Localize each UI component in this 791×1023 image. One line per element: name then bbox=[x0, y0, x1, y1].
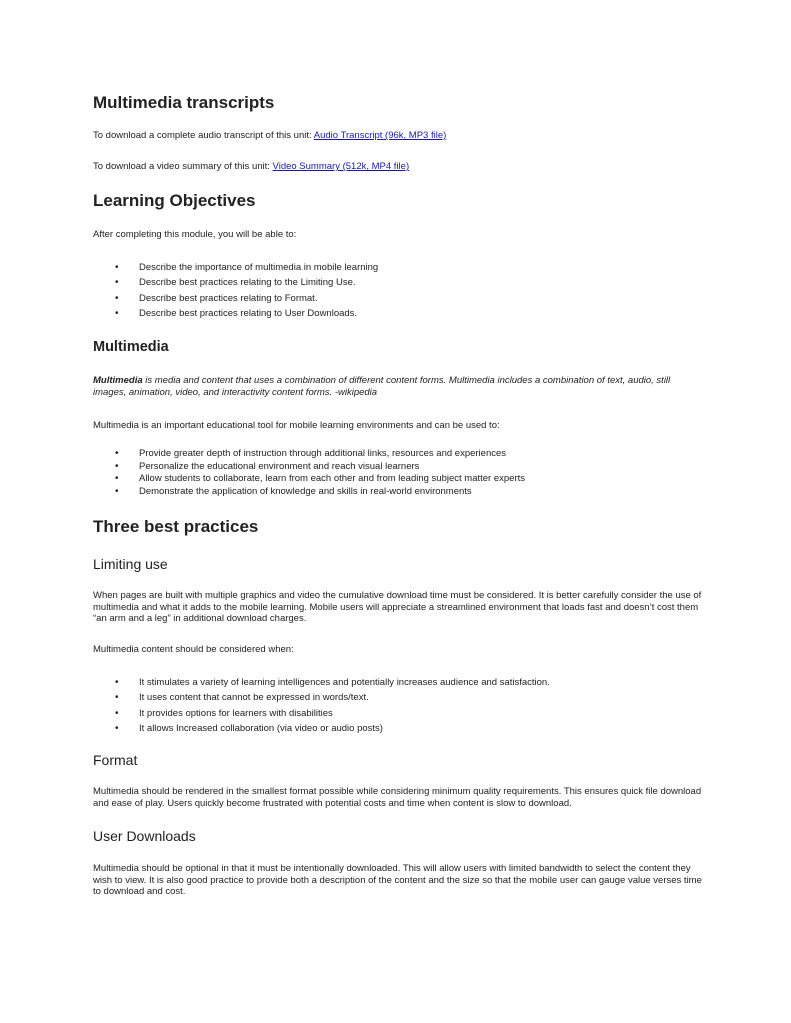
bullet-icon: • bbox=[115, 722, 119, 734]
multimedia-definition bbox=[93, 375, 703, 398]
bullet-icon: • bbox=[115, 262, 119, 273]
audio-transcript-line bbox=[93, 130, 703, 142]
list-item: • Personalize the educational environment and reach visual learners bbox=[115, 460, 420, 472]
list-item: • It provides options for learners with disabilities bbox=[93, 706, 703, 721]
bullet-icon: • bbox=[115, 707, 119, 719]
audio-transcript-prefix: To download a complete audio transcript of this unit: bbox=[93, 130, 314, 141]
video-summary-link[interactable]: Video Summary (512k, MP4 file) bbox=[272, 161, 410, 172]
audio-transcript-link[interactable]: Audio Transcript (96k, MP3 file) bbox=[313, 130, 447, 141]
bullet-icon: • bbox=[115, 307, 119, 319]
limiting-use-intro: Multimedia content should be considered when: bbox=[93, 644, 294, 655]
list-item: • It allows Increased collaboration (via video or audio posts) bbox=[93, 721, 703, 736]
list-item: • Describe best practices relating to User Downloads. bbox=[93, 306, 703, 321]
heading-format: Format bbox=[93, 752, 138, 768]
multimedia-uses-list bbox=[93, 448, 703, 499]
bullet-icon: • bbox=[115, 486, 119, 498]
heading-limiting-use: Limiting use bbox=[93, 556, 168, 572]
list-item: • Describe best practices relating to Format. bbox=[93, 291, 703, 306]
heading-three-best-practices: Three best practices bbox=[93, 517, 259, 536]
list-item: • Allow students to collaborate, learn from each other and from leading subject matter experts bbox=[115, 473, 526, 485]
list-item: • Describe best practices relating to the Limiting Use. bbox=[93, 275, 703, 290]
heading-user-downloads: User Downloads bbox=[93, 828, 196, 844]
heading-learning-objectives: Learning Objectives bbox=[93, 191, 256, 210]
bullet-icon: • bbox=[115, 448, 119, 459]
video-summary-line bbox=[93, 161, 703, 173]
bullet-icon: • bbox=[115, 292, 119, 304]
heading-multimedia-transcripts: Multimedia transcripts bbox=[93, 93, 275, 112]
bullet-icon: • bbox=[115, 277, 119, 289]
limiting-use-list bbox=[93, 675, 703, 736]
objectives-list bbox=[93, 260, 703, 321]
video-summary-prefix: To download a video summary of this unit: bbox=[93, 161, 273, 172]
list-item: • It stimulates a variety of learning intelligences and potentially increases audience and satisfaction. bbox=[93, 675, 703, 690]
bullet-icon: • bbox=[115, 473, 119, 485]
list-item: • Describe the importance of multimedia in mobile learning bbox=[93, 260, 703, 275]
bullet-icon: • bbox=[115, 677, 119, 688]
heading-multimedia: Multimedia bbox=[93, 339, 169, 355]
user-downloads-paragraph: Multimedia should be optional in that it must be intentionally downloaded. This will allow users with limited bandwidth to select the content they wish to view. It is also good practice to provide both a description of the content and the size so that the mobile user can gauge value verses time to download and cost. bbox=[93, 863, 702, 897]
definition-term: Multimedia bbox=[93, 375, 143, 386]
list-item: • Demonstrate the application of knowledge and skills in real-world environments bbox=[115, 486, 472, 498]
list-item: • Provide greater depth of instruction through additional links, resources and experiences bbox=[115, 448, 507, 459]
bullet-icon: • bbox=[115, 692, 119, 704]
bullet-icon: • bbox=[115, 460, 119, 472]
limiting-use-paragraph: When pages are built with multiple graphics and video the cumulative download time must be considered. It is better carefully consider the use of multimedia and what it adds to the mobile learning. Mobile users will appreciate a streamlined environment that loads fast and doesn’t cost them “an arm and a leg” in additional download charges. bbox=[93, 590, 702, 624]
format-paragraph: Multimedia should be rendered in the smallest format possible while considering minimum quality requirements. This ensures quick file download and ease of play. Users quickly become frustrated with potential costs and time when content is slow to download. bbox=[93, 786, 702, 809]
definition-text: is media and content that uses a combination of different content forms. Multimedia includes a combination of text, audio, still images, animation, video, and interactivity content forms. -wikipedia bbox=[93, 375, 671, 398]
list-item: • It uses content that cannot be expressed in words/text. bbox=[93, 690, 703, 705]
objectives-intro: After completing this module, you will be able to: bbox=[93, 229, 297, 240]
multimedia-intro: Multimedia is an important educational tool for mobile learning environments and can be used to: bbox=[93, 420, 500, 431]
